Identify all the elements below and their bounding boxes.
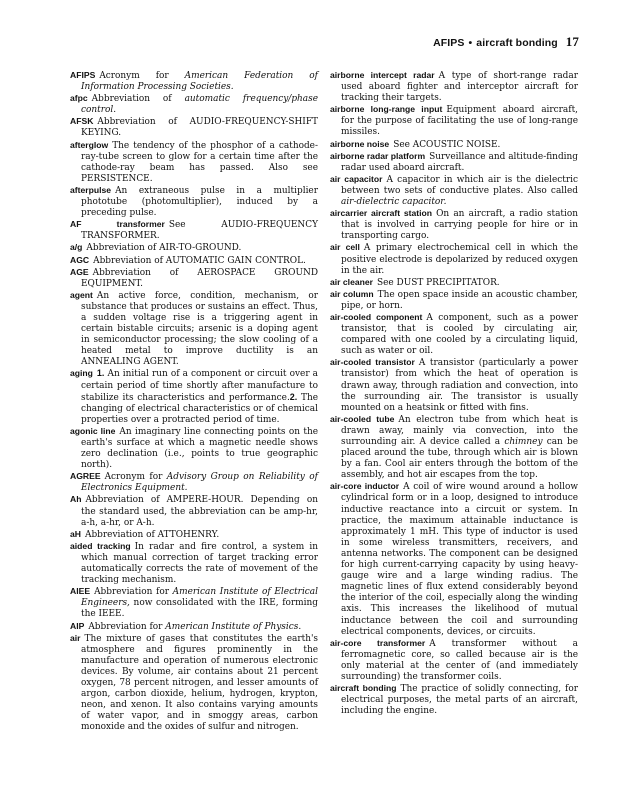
- dictionary-entry: [330, 242, 578, 276]
- entry-italic-text: air-dielectric capacitor.: [341, 197, 447, 208]
- sense-number: 2.: [289, 391, 298, 402]
- entry-term: AIEE: [70, 586, 91, 597]
- dictionary-entry: [70, 290, 318, 369]
- dictionary-entry: [330, 208, 578, 242]
- dictionary-entry: [330, 277, 578, 289]
- entry-definition: can be placed around the tube, through which air is blown by a fan. Cool air enters through the bottom of the assembly, and hot air escapes from the top.: [341, 437, 578, 481]
- entry-term: aging: [70, 368, 93, 379]
- entry-term: aH: [70, 528, 81, 539]
- dictionary-entry: [330, 151, 578, 174]
- entry-term: airborne noise: [330, 138, 390, 149]
- dictionary-entry: [70, 541, 318, 586]
- entry-term: air cleaner: [330, 276, 373, 287]
- entry-definition: In radar and fire control, a system in which manual correction of target tracking error automatically corrects the rate of movement of the tracking mechanism.: [81, 541, 318, 586]
- dictionary-entry: [330, 357, 578, 413]
- entry-term: air column: [330, 288, 374, 299]
- entry-term: aided tracking: [70, 540, 131, 551]
- entry-definition: An initial run of a component or circuit over a certain period of time shortly after manufacture to stabilize its characteristics and performance.: [81, 369, 319, 403]
- entry-term: air-core transformer: [330, 637, 426, 648]
- entry-term: afterglow: [70, 139, 109, 150]
- dictionary-entry: [70, 471, 318, 494]
- entry-definition: A type of short-range radar used aboard fighter and interceptor aircraft for tracking their targets.: [341, 71, 579, 104]
- entry-definition: A transformer without a ferromagnetic core, so called because air is the only material at the center of (and immediately surrounding) the transformer coils.: [341, 638, 578, 682]
- entry-definition: An extraneous pulse in a multiplier phototube (photomultiplier), induced by a preceding pulse.: [81, 185, 318, 219]
- entry-definition: Abbreviation of AUDIO-FREQUENCY-SHIFT KEYING.: [81, 117, 318, 139]
- entry-definition: A component, such as a power transistor, that is cooled by circulating air, compared with one cooled by a circulating liquid, such as water or oil.: [341, 312, 578, 357]
- entry-definition: An electron tube from which heat is drawn away, mainly via convection, into the surrounding air. A device called a: [341, 414, 578, 447]
- right-column: [330, 70, 578, 717]
- entry-term: AFSK: [70, 116, 94, 127]
- entry-definition: A primary electrochemical cell in which the positive electrode is depolarized by reduced oxygen in the air.: [341, 243, 579, 276]
- entry-definition: See AUDIO-FREQUENCY TRANSFORMER.: [81, 220, 318, 242]
- dictionary-entry: [70, 586, 318, 620]
- entry-definition: See DUST PRECIPITATOR.: [377, 277, 500, 288]
- entry-term: air-cooled tube: [330, 413, 395, 424]
- entry-term: airborne radar platform: [330, 150, 426, 161]
- dictionary-entry: [330, 414, 578, 482]
- dictionary-entry: [70, 116, 318, 139]
- dictionary-entry: [70, 529, 318, 541]
- entry-definition: Abbreviation of AIR-TO-GROUND.: [86, 243, 242, 254]
- entry-italic-text: American Institute of Physics.: [165, 621, 302, 632]
- entry-term: afterpulse: [70, 184, 112, 195]
- entry-term: aircraft bonding: [330, 683, 397, 694]
- dictionary-entry: [330, 638, 578, 683]
- left-column: [70, 70, 318, 733]
- dictionary-entry: [330, 139, 578, 151]
- dictionary-entry: [70, 633, 318, 734]
- entry-definition: An imaginary line connecting points on the earth's surface at which a magnetic needle shows zero declination (i.e., points to true geographic north).: [81, 426, 318, 471]
- entry-term: afpc: [70, 93, 88, 104]
- dictionary-entry: [330, 683, 578, 717]
- dictionary-entry: [70, 219, 318, 242]
- entry-definition: Acronym for: [99, 71, 185, 81]
- entry-term: a/g: [70, 242, 83, 253]
- entry-italic-text: American Federation of Information Processing Societies.: [81, 71, 318, 93]
- dictionary-entry: [70, 140, 318, 185]
- entry-definition: Equipment aboard aircraft, for the purpose of facilitating the use of long-range missiles.: [341, 105, 578, 138]
- entry-definition: The open space inside an acoustic chamber, pipe, or horn.: [341, 289, 578, 311]
- page-number: 17: [565, 34, 579, 49]
- dictionary-entry: [70, 255, 318, 267]
- entry-italic-text: Advisory Group on Reliability of Electronics Equipment.: [81, 472, 318, 494]
- entry-definition: Abbreviation of AEROSPACE GROUND EQUIPMENT.: [81, 267, 318, 289]
- entry-term: AGC: [70, 254, 90, 265]
- entry-definition: On an aircraft, a radio station that is involved in carrying people for hire or in transporting cargo.: [341, 209, 578, 242]
- entry-term: AFIPS: [70, 70, 96, 80]
- entry-definition: Surveillance and altitude-finding radar used aboard aircraft.: [341, 151, 578, 173]
- entry-term: airborne intercept radar: [330, 70, 435, 80]
- sense-number: 1.: [96, 368, 105, 379]
- dictionary-entry: [330, 289, 578, 312]
- entry-term: air-cooled transistor: [330, 357, 415, 368]
- dictionary-entry: [330, 312, 578, 357]
- entry-definition: A capacitor in which air is the dielectric between two sets of conductive plates. Also called: [341, 174, 578, 196]
- dictionary-entry: [70, 70, 318, 93]
- entry-term: air capacitor: [330, 173, 383, 184]
- entry-term: air-cooled component: [330, 311, 423, 322]
- entry-definition: Abbreviation of AMPERE-HOUR. Depending on the standard used, the abbreviation can be amp-hr, a-h, a-hr, or A-h.: [81, 495, 318, 528]
- entry-definition: Abbreviation of: [91, 94, 185, 105]
- entry-definition: A coil of wire wound around a hollow cylindrical form or in a loop, designed to introduce inductive reactance into a circuit or system. In practice, the maximum attainable inductance is approximately 1 mH. This type of inductor is used in some wireless transmitters, receivers, and antenna networks. The component can be designed for high current-carrying capacity by using heavy-gauge wire and a large winding radius. The magnetic lines of flux extend considerably beyond the interior of the coil, especially along the winding axis. This increases the likelihood of mutual inductance between the coil and surrounding electrical components, devices, or circuits.: [341, 482, 578, 637]
- dictionary-entry: [70, 93, 318, 116]
- entry-term: AGE: [70, 266, 89, 277]
- dictionary-entry: [70, 267, 318, 290]
- dictionary-entry: [330, 104, 578, 138]
- entry-definition: now consolidated with the IRE, forming the IEEE.: [81, 598, 318, 620]
- header-bullet: •: [468, 37, 473, 49]
- entry-term: AIP: [70, 620, 85, 631]
- running-header: [433, 34, 579, 50]
- dictionary-entry: [330, 70, 578, 104]
- guide-word-last: aircraft bonding: [476, 37, 558, 49]
- entry-term: air-core inductor: [330, 481, 400, 492]
- entry-term: airborne long-range input: [330, 104, 443, 115]
- dictionary-entry: [330, 174, 578, 208]
- dictionary-entry: [70, 185, 318, 219]
- entry-term: air: [70, 632, 81, 643]
- entry-italic-text: American Institute of Electrical Engineers,: [81, 587, 318, 609]
- dictionary-entry: [70, 426, 318, 471]
- entry-term: AGREE: [70, 471, 101, 482]
- entry-definition: Acronym for: [104, 472, 167, 483]
- entry-definition: The changing of electrical characteristics or of chemical properties over a protracted period of time.: [81, 392, 318, 425]
- entry-definition: Abbreviation of AUTOMATIC GAIN CONTROL.: [93, 255, 306, 266]
- entry-term: air cell: [330, 242, 360, 253]
- entry-definition: The tendency of the phosphor of a cathode-ray-tube screen to glow for a certain time after the cathode-ray beam has passed. Also see PERSISTENCE.: [81, 140, 318, 184]
- dictionary-entry: [70, 242, 318, 254]
- entry-italic-text: automatic frequency/phase control.: [81, 94, 318, 116]
- entry-definition: An active force, condition, mechanism, or substance that produces or sustains an effect. Thus, a sudden voltage rise is a triggering agent in certain bistable circuits; arsenic is a doping agent in semiconductor processing; the slow cooling of a heated metal to improve ductility is an ANNEALING AGENT.: [81, 290, 318, 368]
- entry-definition: Abbreviation of ATTOHENRY.: [85, 529, 220, 540]
- dictionary-entry: [70, 368, 318, 425]
- dictionary-entry: [330, 481, 578, 637]
- entry-definition: The practice of solidly connecting, for electrical purposes, the metal parts of an aircraft, including the engine.: [341, 684, 578, 717]
- entry-italic-text: chimney: [504, 437, 543, 447]
- dictionary-entry: [70, 494, 318, 528]
- entry-definition: Abbreviation for: [94, 587, 173, 598]
- entry-definition: Abbreviation for: [88, 621, 166, 632]
- entry-term: agonic line: [70, 425, 116, 436]
- entry-term: agent: [70, 289, 93, 300]
- dictionary-entry: [70, 621, 318, 633]
- entry-term: Ah: [70, 494, 82, 505]
- entry-definition: A transistor (particularly a power transistor) from which the heat of operation is drawn away, through radiation and convection, into the surrounding air. The transistor is usually mounted on a heatsink or fitted with fins.: [341, 358, 578, 413]
- guide-word-first: AFIPS: [433, 37, 465, 49]
- entry-term: aircarrier aircraft station: [330, 208, 433, 219]
- entry-definition: The mixture of gases that constitutes the earth's atmosphere and figures prominently in the manufacture and operation of numerous electronic devices. By volume, air contains about 21 percent oxygen, 78 percent nitrogen, and lesser amounts of argon, carbon dioxide, helium, hydrogen, krypton, neon, and xenon. It also contains varying amounts of water vapor, and in smoggy areas, carbon monoxide and the oxides of sulfur and nitrogen.: [81, 633, 318, 733]
- entry-term: AF transformer: [70, 219, 165, 230]
- entry-definition: See ACOUSTIC NOISE.: [393, 139, 501, 150]
